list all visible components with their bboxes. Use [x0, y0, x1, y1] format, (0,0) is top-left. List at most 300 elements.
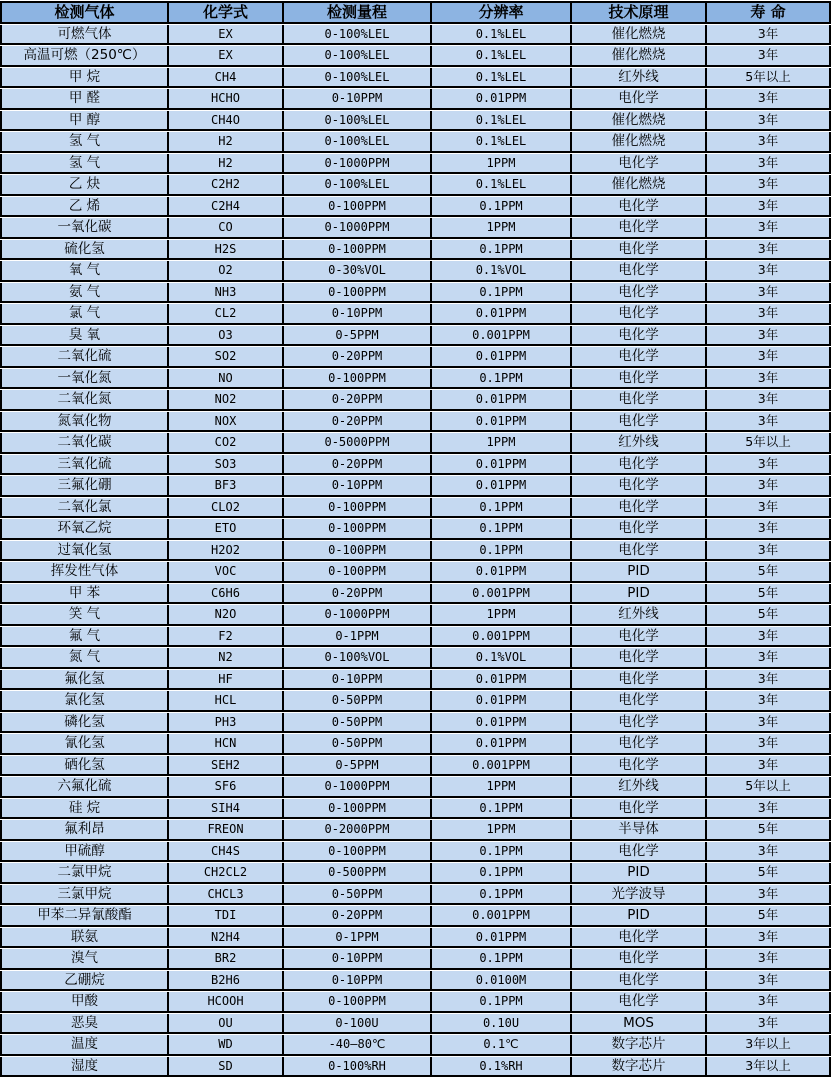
col-header-principle: 技术原理 [570, 1, 705, 24]
formula-cell: NO [167, 369, 282, 390]
range-cell: 0-5000PPM [282, 433, 430, 454]
principle-cell: PID [570, 906, 705, 927]
range-cell: 0-5PPM [282, 326, 430, 347]
table-row [0, 390, 831, 411]
formula-cell: F2 [167, 627, 282, 648]
gas-name-cell: 甲 醇 [0, 111, 167, 132]
table-row [0, 949, 831, 970]
lifespan-cell: 3年 [705, 648, 831, 669]
range-cell: 0-100%LEL [282, 111, 430, 132]
gas-name-cell: 一氧化碳 [0, 218, 167, 239]
principle-cell: 电化学 [570, 390, 705, 411]
resolution-cell: 0.1%RH [430, 1057, 570, 1078]
lifespan-cell: 3年 [705, 949, 831, 970]
gas-name-cell: 挥发性气体 [0, 562, 167, 583]
principle-cell: 数字芯片 [570, 1057, 705, 1078]
table-row [0, 906, 831, 927]
table-row [0, 992, 831, 1013]
resolution-cell: 0.1%LEL [430, 25, 570, 46]
resolution-cell: 0.01PPM [430, 304, 570, 325]
lifespan-cell: 3年 [705, 369, 831, 390]
gas-name-cell: 甲酸 [0, 992, 167, 1013]
range-cell: 0-20PPM [282, 412, 430, 433]
range-cell: 0-100PPM [282, 240, 430, 261]
table-row [0, 971, 831, 992]
range-cell: 0-100%LEL [282, 175, 430, 196]
range-cell: 0-100PPM [282, 498, 430, 519]
principle-cell: 电化学 [570, 304, 705, 325]
principle-cell: 催化燃烧 [570, 46, 705, 67]
resolution-cell: 1PPM [430, 777, 570, 798]
resolution-cell: 0.1%VOL [430, 261, 570, 282]
lifespan-cell: 3年 [705, 455, 831, 476]
lifespan-cell: 3年 [705, 197, 831, 218]
resolution-cell: 0.01PPM [430, 713, 570, 734]
range-cell: 0-100%RH [282, 1057, 430, 1078]
formula-cell: PH3 [167, 713, 282, 734]
table-row [0, 175, 831, 196]
table-row [0, 713, 831, 734]
lifespan-cell: 3年 [705, 326, 831, 347]
gas-name-cell: 一氧化氮 [0, 369, 167, 390]
formula-cell: CO [167, 218, 282, 239]
principle-cell: 电化学 [570, 326, 705, 347]
range-cell: 0-100U [282, 1014, 430, 1035]
resolution-cell: 0.1%LEL [430, 132, 570, 153]
gas-name-cell: 甲苯二异氰酸酯 [0, 906, 167, 927]
range-cell: 0-100PPM [282, 541, 430, 562]
range-cell: 0-10PPM [282, 949, 430, 970]
table-row [0, 154, 831, 175]
gas-name-cell: 乙硼烷 [0, 971, 167, 992]
range-cell: 0-5PPM [282, 756, 430, 777]
resolution-cell: 0.001PPM [430, 584, 570, 605]
resolution-cell: 1PPM [430, 218, 570, 239]
gas-name-cell: 氨 气 [0, 283, 167, 304]
table-row [0, 433, 831, 454]
principle-cell: MOS [570, 1014, 705, 1035]
table-row [0, 455, 831, 476]
table-row [0, 369, 831, 390]
gas-name-cell: 氢 气 [0, 132, 167, 153]
range-cell: 0-100%LEL [282, 68, 430, 89]
principle-cell: 电化学 [570, 949, 705, 970]
formula-cell: C2H2 [167, 175, 282, 196]
gas-name-cell: 二氧化氯 [0, 498, 167, 519]
range-cell: 0-20PPM [282, 455, 430, 476]
lifespan-cell: 3年 [705, 347, 831, 368]
table-row [0, 412, 831, 433]
principle-cell: 电化学 [570, 756, 705, 777]
lifespan-cell: 3年 [705, 627, 831, 648]
range-cell: 0-10PPM [282, 89, 430, 110]
principle-cell: 催化燃烧 [570, 132, 705, 153]
gas-name-cell: 高温可燃（250℃） [0, 46, 167, 67]
gas-name-cell: 过氧化氢 [0, 541, 167, 562]
gas-name-cell: 三氟化硼 [0, 476, 167, 497]
gas-name-cell: 六氟化硫 [0, 777, 167, 798]
principle-cell: 电化学 [570, 992, 705, 1013]
resolution-cell: 0.1PPM [430, 519, 570, 540]
resolution-cell: 0.01PPM [430, 89, 570, 110]
formula-cell: SIH4 [167, 799, 282, 820]
table-body [0, 25, 831, 1078]
formula-cell: EX [167, 46, 282, 67]
table-row [0, 670, 831, 691]
resolution-cell: 1PPM [430, 154, 570, 175]
lifespan-cell: 3年 [705, 154, 831, 175]
range-cell: 0-100%LEL [282, 132, 430, 153]
range-cell: 0-20PPM [282, 906, 430, 927]
gas-name-cell: 硒化氢 [0, 756, 167, 777]
principle-cell: 电化学 [570, 928, 705, 949]
range-cell: 0-50PPM [282, 734, 430, 755]
principle-cell: 电化学 [570, 541, 705, 562]
col-header-gas: 检测气体 [0, 1, 167, 24]
gas-name-cell: 甲 醛 [0, 89, 167, 110]
formula-cell: N2O [167, 605, 282, 626]
lifespan-cell: 3年 [705, 756, 831, 777]
range-cell: 0-100%VOL [282, 648, 430, 669]
range-cell: 0-1000PPM [282, 218, 430, 239]
resolution-cell: 0.01PPM [430, 562, 570, 583]
col-header-lifespan: 寿 命 [705, 1, 831, 24]
gas-name-cell: 氯 气 [0, 304, 167, 325]
table-row [0, 734, 831, 755]
resolution-cell: 0.1%LEL [430, 175, 570, 196]
resolution-cell: 0.01PPM [430, 734, 570, 755]
lifespan-cell: 3年 [705, 132, 831, 153]
table-row [0, 476, 831, 497]
formula-cell: C2H4 [167, 197, 282, 218]
lifespan-cell: 5年 [705, 820, 831, 841]
principle-cell: 电化学 [570, 197, 705, 218]
formula-cell: WD [167, 1035, 282, 1056]
lifespan-cell: 3年 [705, 691, 831, 712]
gas-name-cell: 温度 [0, 1035, 167, 1056]
range-cell: 0-100PPM [282, 283, 430, 304]
formula-cell: H2S [167, 240, 282, 261]
formula-cell: CL2 [167, 304, 282, 325]
range-cell: 0-100%LEL [282, 46, 430, 67]
table-row [0, 89, 831, 110]
table-header [0, 1, 831, 24]
principle-cell: 数字芯片 [570, 1035, 705, 1056]
formula-cell: H2 [167, 154, 282, 175]
resolution-cell: 0.01PPM [430, 691, 570, 712]
gas-name-cell: 可燃气体 [0, 25, 167, 46]
formula-cell: N2 [167, 648, 282, 669]
range-cell: 0-1000PPM [282, 154, 430, 175]
range-cell: 0-10PPM [282, 971, 430, 992]
table-row [0, 283, 831, 304]
table-row [0, 347, 831, 368]
gas-name-cell: 硫化氢 [0, 240, 167, 261]
table-row [0, 326, 831, 347]
table-row [0, 111, 831, 132]
lifespan-cell: 3年 [705, 240, 831, 261]
gas-name-cell: 联氨 [0, 928, 167, 949]
principle-cell: 电化学 [570, 283, 705, 304]
table-row [0, 885, 831, 906]
range-cell: 0-10PPM [282, 670, 430, 691]
principle-cell: 电化学 [570, 261, 705, 282]
principle-cell: 电化学 [570, 498, 705, 519]
resolution-cell: 0.1PPM [430, 240, 570, 261]
table-row [0, 261, 831, 282]
gas-name-cell: 氯化氢 [0, 691, 167, 712]
lifespan-cell: 3年 [705, 412, 831, 433]
formula-cell: BF3 [167, 476, 282, 497]
lifespan-cell: 5年 [705, 863, 831, 884]
principle-cell: PID [570, 562, 705, 583]
gas-name-cell: 臭 氧 [0, 326, 167, 347]
table-row [0, 304, 831, 325]
range-cell: 0-2000PPM [282, 820, 430, 841]
table-row [0, 132, 831, 153]
lifespan-cell: 3年 [705, 304, 831, 325]
gas-name-cell: 乙 炔 [0, 175, 167, 196]
range-cell: 0-100PPM [282, 369, 430, 390]
range-cell: 0-100PPM [282, 562, 430, 583]
resolution-cell: 0.1PPM [430, 799, 570, 820]
lifespan-cell: 3年 [705, 713, 831, 734]
range-cell: 0-1PPM [282, 928, 430, 949]
range-cell: 0-10PPM [282, 304, 430, 325]
col-header-formula: 化学式 [167, 1, 282, 24]
formula-cell: B2H6 [167, 971, 282, 992]
lifespan-cell: 3年 [705, 218, 831, 239]
formula-cell: CLO2 [167, 498, 282, 519]
principle-cell: 电化学 [570, 412, 705, 433]
gas-name-cell: 氢 气 [0, 154, 167, 175]
lifespan-cell: 5年 [705, 584, 831, 605]
lifespan-cell: 3年 [705, 799, 831, 820]
lifespan-cell: 5年 [705, 605, 831, 626]
gas-name-cell: 甲硫醇 [0, 842, 167, 863]
col-header-range: 检测量程 [282, 1, 430, 24]
principle-cell: 电化学 [570, 476, 705, 497]
range-cell: 0-50PPM [282, 885, 430, 906]
table-row [0, 1035, 831, 1056]
lifespan-cell: 3年 [705, 971, 831, 992]
lifespan-cell: 3年 [705, 25, 831, 46]
resolution-cell: 0.1PPM [430, 949, 570, 970]
resolution-cell: 0.01PPM [430, 928, 570, 949]
resolution-cell: 0.1PPM [430, 369, 570, 390]
resolution-cell: 0.1%VOL [430, 648, 570, 669]
principle-cell: 电化学 [570, 627, 705, 648]
principle-cell: 催化燃烧 [570, 175, 705, 196]
resolution-cell: 0.1PPM [430, 283, 570, 304]
table-row [0, 627, 831, 648]
resolution-cell: 0.01PPM [430, 455, 570, 476]
principle-cell: 电化学 [570, 519, 705, 540]
principle-cell: 电化学 [570, 799, 705, 820]
table-row [0, 756, 831, 777]
principle-cell: 电化学 [570, 369, 705, 390]
table-row [0, 928, 831, 949]
table-row [0, 842, 831, 863]
table-row [0, 218, 831, 239]
formula-cell: CHCL3 [167, 885, 282, 906]
gas-name-cell: 溴气 [0, 949, 167, 970]
formula-cell: C6H6 [167, 584, 282, 605]
lifespan-cell: 3年 [705, 476, 831, 497]
table-row [0, 648, 831, 669]
principle-cell: 半导体 [570, 820, 705, 841]
table-row [0, 562, 831, 583]
gas-name-cell: 氧 气 [0, 261, 167, 282]
resolution-cell: 1PPM [430, 605, 570, 626]
lifespan-cell: 3年 [705, 498, 831, 519]
gas-name-cell: 硅 烷 [0, 799, 167, 820]
gas-name-cell: 磷化氢 [0, 713, 167, 734]
table-row [0, 25, 831, 46]
resolution-cell: 0.01PPM [430, 347, 570, 368]
table-row [0, 605, 831, 626]
formula-cell: CH4S [167, 842, 282, 863]
lifespan-cell: 3年 [705, 885, 831, 906]
principle-cell: 电化学 [570, 218, 705, 239]
lifespan-cell: 3年 [705, 842, 831, 863]
lifespan-cell: 3年 [705, 541, 831, 562]
formula-cell: FREON [167, 820, 282, 841]
lifespan-cell: 5年以上 [705, 777, 831, 798]
gas-name-cell: 氰化氢 [0, 734, 167, 755]
lifespan-cell: 5年 [705, 906, 831, 927]
gas-name-cell: 氟化氢 [0, 670, 167, 691]
gas-name-cell: 笑 气 [0, 605, 167, 626]
principle-cell: 催化燃烧 [570, 25, 705, 46]
gas-name-cell: 乙 烯 [0, 197, 167, 218]
range-cell: 0-100PPM [282, 842, 430, 863]
gas-name-cell: 甲 烷 [0, 68, 167, 89]
principle-cell: 电化学 [570, 670, 705, 691]
table-row [0, 863, 831, 884]
principle-cell: 电化学 [570, 89, 705, 110]
formula-cell: HCN [167, 734, 282, 755]
principle-cell: 光学波导 [570, 885, 705, 906]
lifespan-cell: 3年以上 [705, 1057, 831, 1078]
principle-cell: 红外线 [570, 777, 705, 798]
gas-name-cell: 氮氧化物 [0, 412, 167, 433]
formula-cell: VOC [167, 562, 282, 583]
range-cell: 0-50PPM [282, 713, 430, 734]
lifespan-cell: 3年 [705, 175, 831, 196]
lifespan-cell: 3年 [705, 46, 831, 67]
gas-name-cell: 氟利昂 [0, 820, 167, 841]
lifespan-cell: 3年以上 [705, 1035, 831, 1056]
principle-cell: 红外线 [570, 68, 705, 89]
resolution-cell: 0.1PPM [430, 842, 570, 863]
resolution-cell: 1PPM [430, 820, 570, 841]
resolution-cell: 0.10U [430, 1014, 570, 1035]
gas-name-cell: 二氧化氮 [0, 390, 167, 411]
principle-cell: 电化学 [570, 734, 705, 755]
col-header-resolution: 分辨率 [430, 1, 570, 24]
range-cell: 0-100PPM [282, 799, 430, 820]
range-cell: 0-20PPM [282, 390, 430, 411]
principle-cell: 电化学 [570, 455, 705, 476]
gas-name-cell: 二氯甲烷 [0, 863, 167, 884]
principle-cell: 电化学 [570, 842, 705, 863]
range-cell: 0-1000PPM [282, 605, 430, 626]
table-row [0, 498, 831, 519]
gas-name-cell: 三氧化硫 [0, 455, 167, 476]
table-row [0, 46, 831, 67]
principle-cell: 电化学 [570, 648, 705, 669]
gas-name-cell: 恶臭 [0, 1014, 167, 1035]
table-row [0, 240, 831, 261]
resolution-cell: 0.1PPM [430, 197, 570, 218]
range-cell: -40—80℃ [282, 1035, 430, 1056]
resolution-cell: 0.001PPM [430, 756, 570, 777]
lifespan-cell: 3年 [705, 992, 831, 1013]
formula-cell: SD [167, 1057, 282, 1078]
table-row [0, 197, 831, 218]
lifespan-cell: 5年以上 [705, 68, 831, 89]
gas-name-cell: 三氯甲烷 [0, 885, 167, 906]
formula-cell: HCL [167, 691, 282, 712]
resolution-cell: 0.1PPM [430, 541, 570, 562]
formula-cell: CH4O [167, 111, 282, 132]
formula-cell: SO3 [167, 455, 282, 476]
table-row [0, 777, 831, 798]
table-row [0, 584, 831, 605]
resolution-cell: 0.001PPM [430, 627, 570, 648]
formula-cell: SF6 [167, 777, 282, 798]
formula-cell: NO2 [167, 390, 282, 411]
lifespan-cell: 3年 [705, 670, 831, 691]
range-cell: 0-100PPM [282, 992, 430, 1013]
table-row [0, 68, 831, 89]
lifespan-cell: 3年 [705, 928, 831, 949]
principle-cell: 电化学 [570, 691, 705, 712]
resolution-cell: 0.001PPM [430, 326, 570, 347]
lifespan-cell: 3年 [705, 519, 831, 540]
gas-name-cell: 氟 气 [0, 627, 167, 648]
range-cell: 0-100%LEL [282, 25, 430, 46]
range-cell: 0-500PPM [282, 863, 430, 884]
resolution-cell: 0.1%LEL [430, 46, 570, 67]
principle-cell: 电化学 [570, 154, 705, 175]
principle-cell: PID [570, 584, 705, 605]
principle-cell: 红外线 [570, 433, 705, 454]
formula-cell: O3 [167, 326, 282, 347]
resolution-cell: 1PPM [430, 433, 570, 454]
formula-cell: BR2 [167, 949, 282, 970]
resolution-cell: 0.1PPM [430, 885, 570, 906]
formula-cell: CH4 [167, 68, 282, 89]
gas-name-cell: 环氧乙烷 [0, 519, 167, 540]
formula-cell: CO2 [167, 433, 282, 454]
formula-cell: ETO [167, 519, 282, 540]
table-row [0, 799, 831, 820]
table-row [0, 519, 831, 540]
formula-cell: H2 [167, 132, 282, 153]
lifespan-cell: 3年 [705, 283, 831, 304]
resolution-cell: 0.0100M [430, 971, 570, 992]
gas-name-cell: 甲 苯 [0, 584, 167, 605]
formula-cell: HCHO [167, 89, 282, 110]
formula-cell: SEH2 [167, 756, 282, 777]
resolution-cell: 0.01PPM [430, 390, 570, 411]
table-row [0, 820, 831, 841]
principle-cell: 电化学 [570, 713, 705, 734]
resolution-cell: 0.1%LEL [430, 68, 570, 89]
range-cell: 0-1PPM [282, 627, 430, 648]
